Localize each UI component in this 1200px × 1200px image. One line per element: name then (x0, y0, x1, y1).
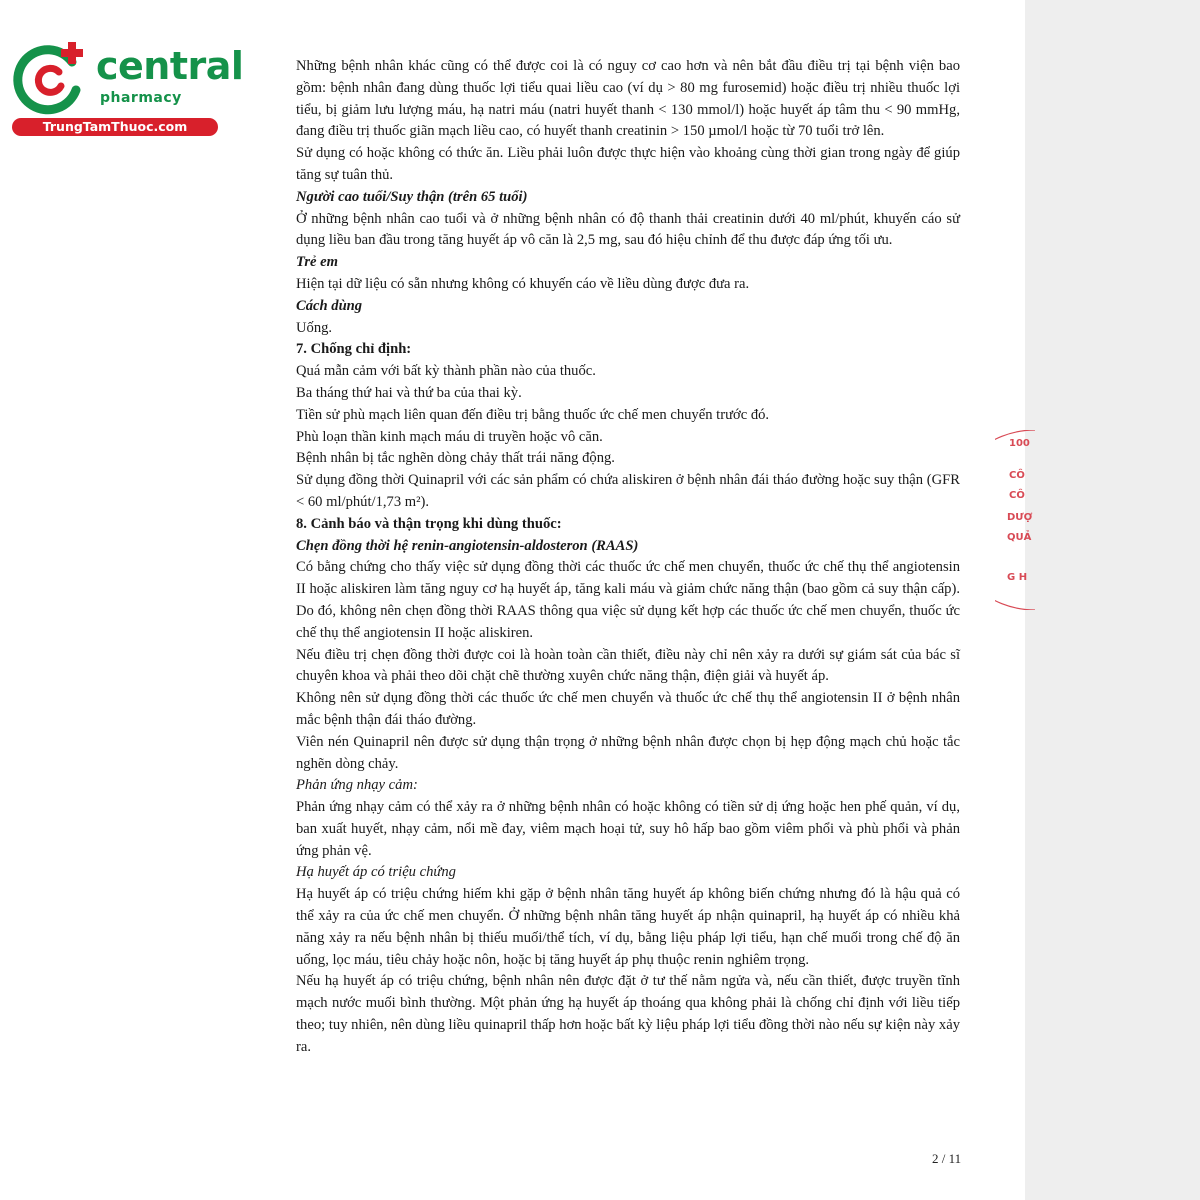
section-heading: 8. Cảnh báo và thận trọng khi dùng thuốc: (296, 515, 562, 532)
paragraph: Những bệnh nhân khác cũng có thể được coi là có nguy cơ cao hơn và nên bắt đầu điều trị tại bệnh viện bao gồm: bệnh nhân đang dùng thuốc lợi tiểu quai liều cao (ví dụ > 80 mg furosemid) hoặc điều trị nhiều thuốc lợi tiểu, bị giảm lưu lượng máu, hạ natri máu (natri huyết thanh < 130 mmol/l) hoặc huyết áp tâm thu < 90 mmHg, đang điều trị thuốc giãn mạch liều cao, có huyết thanh creatinin > 150 µmol/l hoặc từ 70 tuổi trở lên. (296, 58, 960, 140)
page-number: 2 / 11 (932, 1151, 962, 1166)
stamp-fragment (995, 430, 1055, 610)
paragraph: Ở những bệnh nhân cao tuổi và ở những bệnh nhân có độ thanh thải creatinin dưới 40 ml/phút, khuyến cáo sử dụng liều ban đầu trong tăng huyết áp vô căn là 2,5 mg, sau đó hiệu chỉnh để thu được đáp ứng tối ưu. (296, 210, 960, 249)
stamp-line: QUẢ (1007, 532, 1032, 543)
stamp-line: 100 (1009, 438, 1030, 449)
paragraph: Uống. (296, 319, 333, 336)
section-heading: Trẻ em (296, 254, 339, 271)
document-body (296, 56, 960, 1059)
section-heading: Hạ huyết áp có triệu chứng (296, 864, 456, 881)
section-heading: Chẹn đồng thời hệ renin-angiotensin-aldosteron (RAAS) (296, 537, 639, 554)
paragraph: Phản ứng nhạy cảm có thể xảy ra ở những bệnh nhân có hoặc không có tiền sử dị ứng hoặc hen phế quản, ví dụ, ban xuất huyết, nhạy cảm, nổi mề đay, viêm mạch hoại tử, suy hô hấp bao gồm viêm phổi và phù phổi và phản ứng phản vệ. (296, 799, 960, 859)
pharmacy-cross-icon (10, 38, 90, 118)
paragraph: Có bằng chứng cho thấy việc sử dụng đồng thời các thuốc ức chế men chuyển, thuốc ức chế thụ thể angiotensin II hoặc aliskiren làm tăng nguy cơ hạ huyết áp, tăng kali máu và giảm chức năng thận (bao gồm cả suy thận cấp). Do đó, không nên chẹn đồng thời RAAS thông qua việc sử dụng kết hợp các thuốc ức chế men chuyển, thuốc ức chế thụ thể angiotensin II hoặc aliskiren. (296, 559, 960, 641)
paragraph: Ba tháng thứ hai và thứ ba của thai kỳ. (296, 384, 522, 401)
section-heading: Phản ứng nhạy cảm: (296, 777, 418, 794)
logo-brand: central (96, 44, 244, 88)
logo-site-url[interactable]: TrungTamThuoc.com (12, 118, 218, 136)
paragraph: Không nên sử dụng đồng thời các thuốc ức chế men chuyển và thuốc ức chế thụ thể angiotensin II ở bệnh nhân mắc bệnh thận đái tháo đường. (296, 690, 960, 728)
central-pharmacy-logo[interactable] (10, 38, 244, 138)
paragraph: Nếu điều trị chẹn đồng thời được coi là hoàn toàn cần thiết, điều này chỉ nên xảy ra dưới sự giám sát của bác sĩ chuyên khoa và phải theo dõi chặt chẽ thường xuyên chức năng thận, điện giải và huyết áp. (296, 646, 960, 685)
paragraph: Quá mẫn cảm với bất kỳ thành phần nào của thuốc. (296, 363, 596, 380)
paragraph: Sử dụng có hoặc không có thức ăn. Liều phải luôn được thực hiện vào khoảng cùng thời gian trong ngày để giúp tăng sự tuân thủ. (296, 145, 960, 183)
paragraph: Bệnh nhân bị tắc nghẽn dòng chảy thất trái năng động. (296, 450, 615, 467)
paragraph: Viên nén Quinapril nên được sử dụng thận trọng ở những bệnh nhân được chọn bị hẹp động mạch chủ hoặc tắc nghẽn dòng chảy. (296, 733, 960, 772)
section-heading: 7. Chống chỉ định: (296, 341, 412, 358)
paragraph: Phù loạn thần kinh mạch máu di truyền hoặc vô căn. (296, 428, 603, 445)
stamp-line: DƯỢ (1007, 512, 1033, 523)
paragraph: Nếu hạ huyết áp có triệu chứng, bệnh nhân nên được đặt ở tư thế nằm ngửa và, nếu cần thiết, được truyền tĩnh mạch nước muối bình thường. Một phản ứng hạ huyết áp thoáng qua không phải là chống chỉ định với liều tiếp theo; tuy nhiên, nên dùng liều quinapril thấp hơn hoặc bất kỳ liệu pháp lợi tiểu đồng thời nào nếu sự kiện này xảy ra. (296, 973, 960, 1055)
paragraph: Sử dụng đồng thời Quinapril với các sản phẩm có chứa aliskiren ở bệnh nhân đái tháo đường hoặc suy thận (GFR < 60 ml/phút/1,73 m²). (296, 472, 960, 510)
section-heading: Người cao tuổi/Suy thận (trên 65 tuổi) (296, 188, 528, 205)
paragraph: Tiền sử phù mạch liên quan đến điều trị bằng thuốc ức chế men chuyển trước đó. (296, 406, 770, 423)
stamp-line: G H (1007, 572, 1028, 583)
stamp-line: CÔ (1009, 470, 1025, 481)
paragraph: Hạ huyết áp có triệu chứng hiếm khi gặp ở bệnh nhân tăng huyết áp không biến chứng nhưng đó là hậu quả có thể xảy ra của ức chế men chuyển. Ở những bệnh nhân tăng huyết áp nhận quinapril, hạ huyết áp có nhiều khả năng xảy ra nếu bệnh nhân bị thiếu muối/thể tích, ví dụ, bằng liệu pháp lợi tiểu, hạn chế muối trong chế độ ăn uống, lọc máu, tiêu chảy hoặc nôn, hoặc bị tăng huyết áp phụ thuộc renin nghiêm trọng. (296, 886, 960, 968)
section-heading: Cách dùng (296, 297, 363, 314)
paragraph: Hiện tại dữ liệu có sẵn nhưng không có khuyến cáo về liều dùng được đưa ra. (296, 275, 750, 292)
stamp-line: CÔ (1009, 490, 1025, 501)
logo-subtitle: pharmacy (100, 90, 182, 106)
